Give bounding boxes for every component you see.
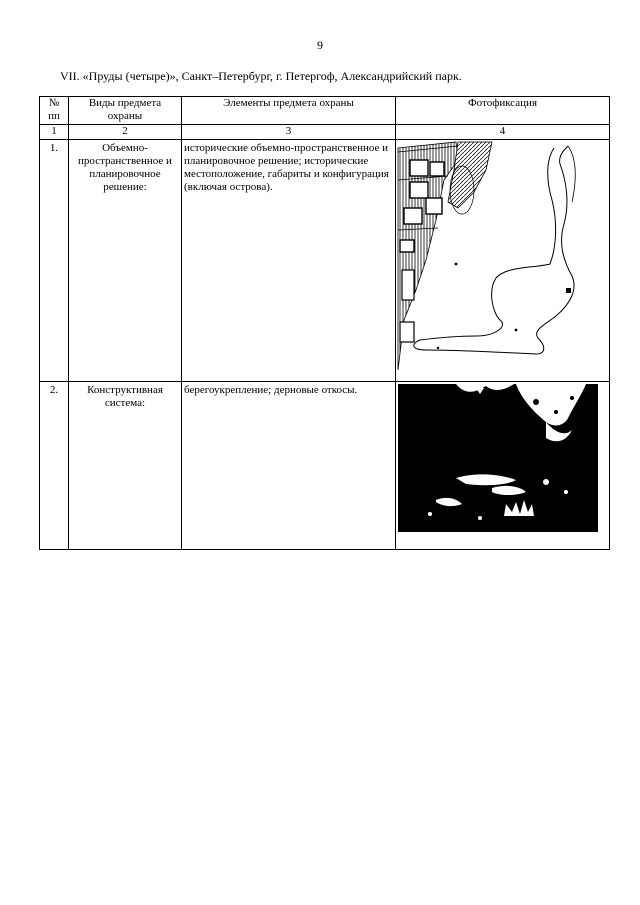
row-elements: берегоукрепление; дерновые откосы. [182, 382, 396, 550]
row-kind: Объемно-пространственное и планировочное решение: [69, 140, 182, 382]
header-num: № пп [40, 97, 69, 125]
row-kind: Конструктивная система: [69, 382, 182, 550]
plan-map-image [396, 140, 610, 372]
row-elements: исторические объемно-пространственное и планировочное решение; исторические местоположение, габариты и конфигурация (включая острова). [182, 140, 396, 382]
table-header-row [40, 97, 610, 125]
column-number: 4 [396, 125, 610, 140]
row-photo-cell [396, 140, 610, 382]
header-elements: Элементы предмета охраны [182, 97, 396, 125]
column-number: 1 [40, 125, 69, 140]
header-photo: Фотофиксация [396, 97, 610, 125]
pond-photo-image [396, 382, 610, 534]
column-number-row [40, 125, 610, 140]
row-photo-cell [396, 382, 610, 550]
document-heading: VII. «Пруды (четыре)», Санкт–Петербург, г. Петергоф, Александрийский парк. [60, 69, 462, 83]
row-number: 1. [40, 140, 69, 382]
column-number: 3 [182, 125, 396, 140]
header-kind: Виды предмета охраны [69, 97, 182, 125]
table-row [40, 140, 610, 382]
page-number: 9 [317, 38, 323, 52]
column-number: 2 [69, 125, 182, 140]
row-number: 2. [40, 382, 69, 550]
table-row [40, 382, 610, 550]
protection-table [39, 96, 610, 550]
